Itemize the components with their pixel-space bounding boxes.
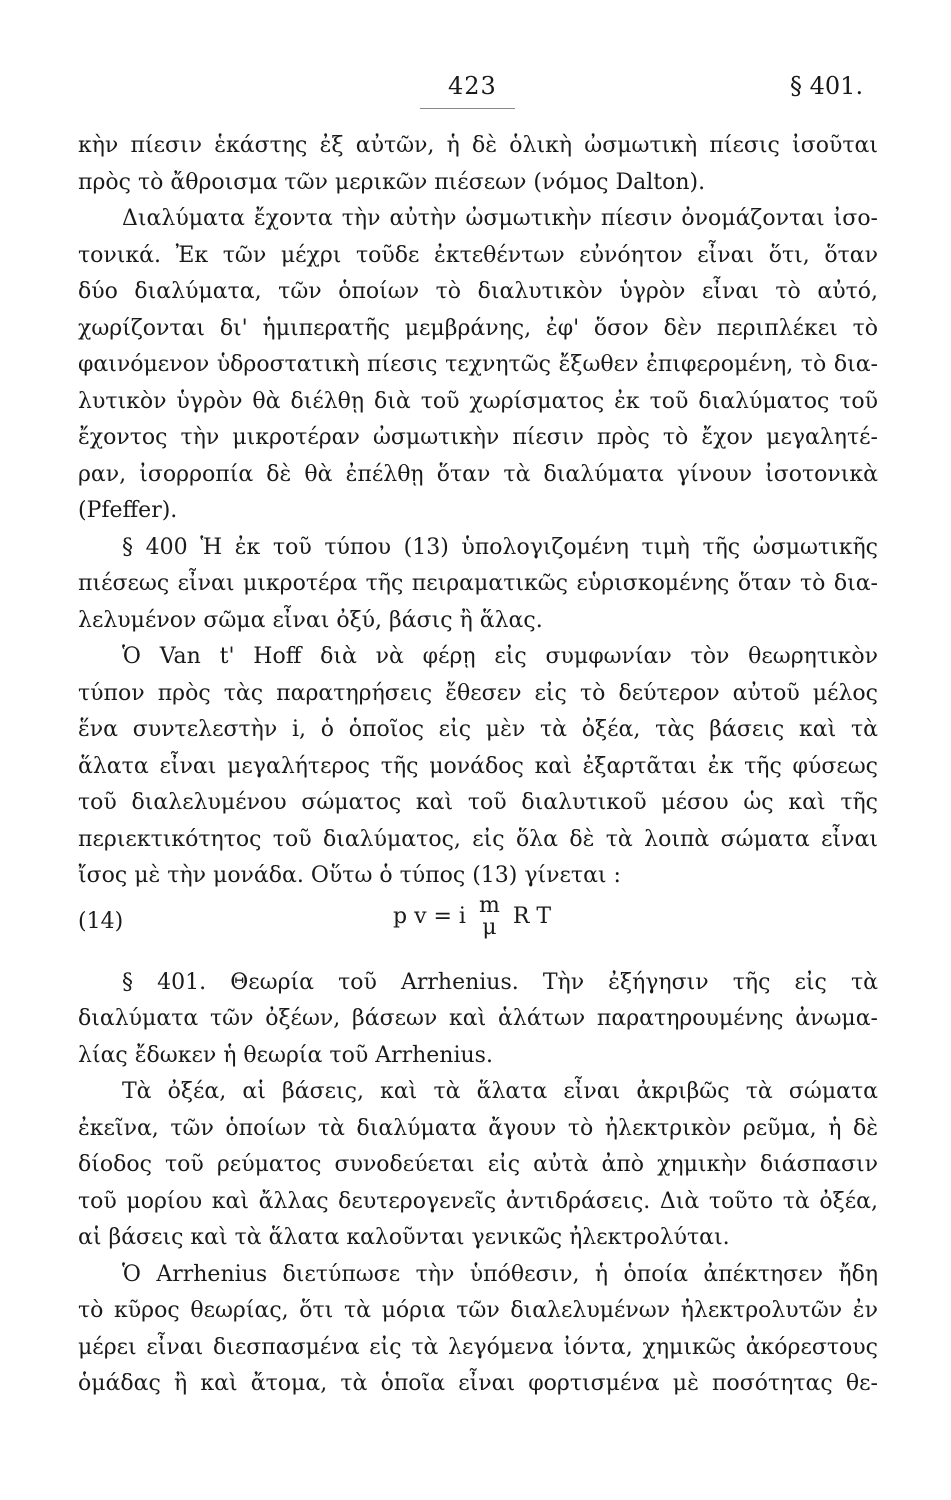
text-line: Ὁ Arrhenius διετύπωσε τὴν ὑπόθεσιν, ἡ ὁποία ἀπέκτησεν ἤδη — [122, 1261, 878, 1287]
text-line: δύο διαλύματα, τῶν ὁποίων τὸ διαλυτικὸν ὑγρὸν εἶναι τὸ αὐτό, — [78, 279, 878, 304]
text-line: τὸ κῦρος θεωρίας, ὅτι τὰ μόρια τῶν διαλελυμένων ἠλεκτρολυτῶν ἐν — [78, 1298, 878, 1323]
text-line: λελυμένον σῶμα εἶναι ὀξύ, βάσις ἢ ἅλας. — [78, 607, 543, 633]
text-line: αἱ βάσεις καὶ τὰ ἅλατα καλοῦνται γενικῶς ἠλεκτρολύται. — [78, 1225, 730, 1250]
section-reference: § 401. — [790, 72, 864, 100]
text-line: πιέσεως εἶναι μικροτέρα τῆς πειραματικῶς εὑρισκομένης ὅταν τὸ δια- — [78, 571, 878, 596]
header-rule — [420, 108, 515, 109]
text-line: μέρει εἶναι διεσπασμένα εἰς τὰ λεγόμενα ἰόντα, χημικῶς ἀκόρεστους — [78, 1334, 878, 1360]
equation-14 — [78, 892, 878, 965]
text-line: λυτικὸν ὑγρὸν θὰ διέλθῃ διὰ τοῦ χωρίσματος ἐκ τοῦ διαλύματος τοῦ — [78, 388, 878, 414]
equation-label: (14) — [78, 908, 124, 934]
text-line: κὴν πίεσιν ἑκάστης ἐξ αὐτῶν, ἡ δὲ ὁλικὴ ὠσμωτικὴ πίεσις ἰσοῦται — [78, 133, 878, 158]
text-line: λίας ἔδωκεν ἡ θεωρία τοῦ Arrhenius. — [78, 1042, 493, 1068]
text-line: τοῦ μορίου καὶ ἄλλας δευτερογενεῖς ἀντιδράσεις. Διὰ τοῦτο τὰ ὀξέα, — [78, 1188, 878, 1214]
section-heading-line: § 401. Θεωρία τοῦ Arrhenius. Τὴν ἐξήγησιν τῆς εἰς τὰ — [122, 969, 878, 995]
equation-lhs: p v = i — [393, 903, 466, 929]
text-line: ὁμάδας ἢ καὶ ἄτομα, τὰ ὁποῖα εἶναι φορτισμένα μὲ ποσότητας θε- — [78, 1371, 878, 1396]
text-line: ἅλατα εἶναι μεγαλήτερος τῆς μονάδος καὶ ἐξαρτᾶται ἐκ τῆς φύσεως — [78, 753, 878, 779]
body-text — [78, 128, 878, 1403]
text-line: ἔχοντος τὴν μικροτέραν ὠσμωτικὴν πίεσιν πρὸς τὸ ἔχον μεγαλητέ- — [78, 425, 878, 450]
text-line: Ὁ Van t' Hoff διὰ νὰ φέρῃ εἰς συμφωνίαν τὸν θεωρητικὸν — [122, 644, 878, 669]
fraction-denominator: μ — [482, 914, 497, 940]
equation-rhs: R T — [512, 903, 552, 929]
text-line: ἐκεῖνα, τῶν ὁποίων τὰ διαλύματα ἄγουν τὸ ἠλεκτρικὸν ρεῦμα, ἡ δὲ — [78, 1115, 878, 1141]
text-line: τύπον πρὸς τὰς παρατηρήσεις ἔθεσεν εἰς τὸ δεύτερον αὐτοῦ μέλος — [78, 680, 878, 706]
text-line: (Pfeffer). — [78, 498, 178, 523]
text-line: διαλύματα τῶν ὀξέων, βάσεων καὶ ἁλάτων παρατηρουμένης ἀνωμα- — [78, 1006, 878, 1031]
text-line: ἴσος μὲ τὴν μονάδα. Οὕτω ὁ τύπος (13) γίνεται : — [78, 863, 621, 888]
text-line: πρὸς τὸ ἄθροισμα τῶν μερικῶν πιέσεων (νόμος Dalton). — [78, 169, 706, 195]
text-line: τοῦ διαλελυμένου σώματος καὶ τοῦ διαλυτικοῦ μέσου ὡς καὶ τῆς — [78, 790, 878, 815]
text-line: χωρίζονται δι' ἡμιπερατῆς μεμβράνης, ἐφ' ὅσον δὲν περιπλέκει τὸ — [78, 315, 878, 341]
equation-fraction — [478, 892, 500, 940]
text-line: τονικά. Ἐκ τῶν μέχρι τοῦδε ἐκτεθέντων εὐνόητον εἶναι ὅτι, ὅταν — [78, 242, 878, 268]
text-line: § 400 Ἡ ἐκ τοῦ τύπου (13) ὑπολογιζομένη τιμὴ τῆς ὠσμωτικῆς — [122, 534, 878, 560]
text-line: φαινόμενον ὑδροστατικὴ πίεσις τεχνητῶς ἔξωθεν ἐπιφερομένη, τὸ δια- — [78, 352, 878, 377]
fraction-numerator: m — [478, 892, 500, 918]
text-line: δίοδος τοῦ ρεύματος συνοδεύεται εἰς αὐτὰ ἀπὸ χημικὴν διάσπασιν — [78, 1152, 878, 1177]
text-line: περιεκτικότητος τοῦ διαλύματος, εἰς ὅλα δὲ τὰ λοιπὰ σώματα εἶναι — [78, 826, 878, 852]
page-number: 423 — [448, 72, 497, 100]
text-line: Διαλύματα ἔχοντα τὴν αὐτὴν ὠσμωτικὴν πίεσιν ὀνομάζονται ἰσο- — [122, 206, 878, 231]
equation-body — [393, 892, 552, 940]
text-line: ἕνα συντελεστὴν i, ὁ ὁποῖος εἰς μὲν τὰ ὀξέα, τὰς βάσεις καὶ τὰ — [78, 717, 878, 742]
page-header — [0, 68, 951, 108]
text-line: ραν, ἰσορροπία δὲ θὰ ἐπέλθῃ ὅταν τὰ διαλύματα γίνουν ἰσοτονικὰ — [78, 461, 878, 487]
text-line: Τὰ ὀξέα, αἱ βάσεις, καὶ τὰ ἅλατα εἶναι ἀκριβῶς τὰ σώματα — [122, 1079, 878, 1104]
